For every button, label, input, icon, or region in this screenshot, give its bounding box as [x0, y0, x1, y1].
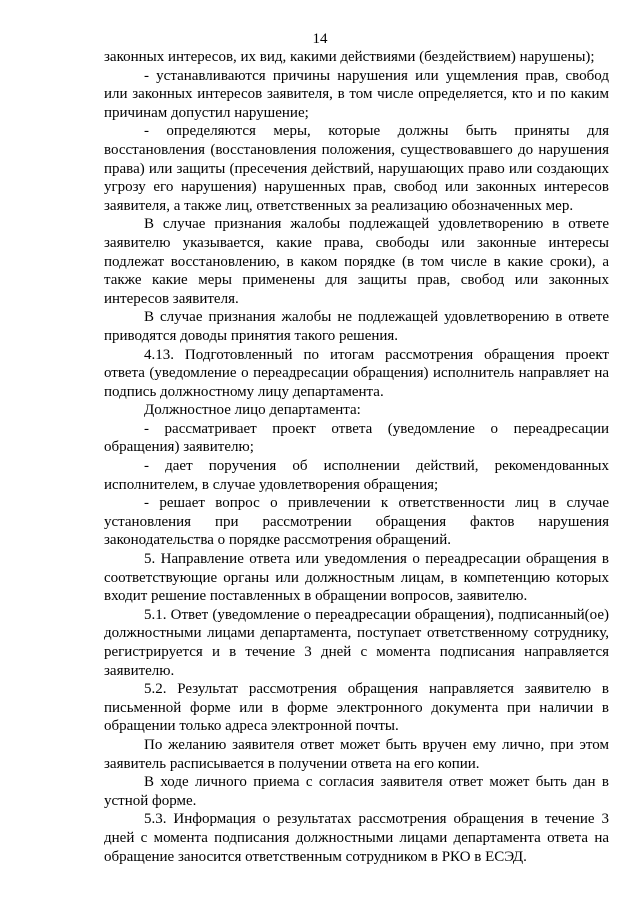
paragraph-3: - определяются меры, которые должны быть приняты для восстановления (восстановления положения, существовавшего до нарушения права) или защиты (пресечения действий, нарушающих право или создающих угрозу его нарушения) нарушенных прав, свобод или законных интересов заявителя, а также лиц, ответственных за реализацию обозначенных мер.	[104, 123, 609, 214]
paragraph-10: - решает вопрос о привлечении к ответственности лиц в случае установления при рассмотрении обращения фактов нарушения законодательства о порядке рассмотрения обращений.	[104, 495, 609, 549]
paragraph-15: В ходе личного приема с согласия заявителя ответ может быть дан в устной форме.	[104, 774, 609, 809]
paragraph-7: Должностное лицо департамента:	[144, 402, 361, 419]
paragraph-16: 5.3. Информация о результатах рассмотрения обращения в течение 3 дней с момента подписания должностными лицами департамента ответа на обращение заносится ответственным сотрудником в РКО в ЕСЭД.	[104, 811, 609, 865]
paragraph-8: - рассматривает проект ответа (уведомление о переадресации обращения) заявителю;	[104, 420, 609, 456]
page-number: 14	[312, 31, 328, 47]
paragraph-6: 4.13. Подготовленный по итогам рассмотрения обращения проект ответа (уведомление о переадресации обращения) исполнитель направляет на подпись должностному лицу департамента.	[104, 346, 609, 400]
body-text	[104, 48, 609, 866]
paragraph-1: законных интересов, их вид, какими действиями (бездействием) нарушены);	[104, 49, 595, 65]
paragraph-5: В случае признания жалобы не подлежащей удовлетворению в ответе приводятся доводы принятия такого решения.	[104, 309, 609, 344]
paragraph-4: В случае признания жалобы подлежащей удовлетворению в ответе заявителю указывается, какие права, свободы или законные интересы подлежат восстановлению, в каком порядке (в том числе в какие сроки), а также какие меры применены для защиты прав, свобод или законных интересов заявителя.	[104, 216, 609, 307]
paragraph-11: 5. Направление ответа или уведомления о переадресации обращения в соответствующие органы или должностным лицам, в компетенцию которых входит решение поставленных в обращении вопросов, заявителю.	[104, 551, 609, 605]
paragraph-14: По желанию заявителя ответ может быть вручен ему лично, при этом заявитель расписывается в получении ответа на его копии.	[104, 736, 609, 772]
paragraph-13: 5.2. Результат рассмотрения обращения направляется заявителю в письменной форме или в форме электронного документа при наличии в обращении только адреса электронной почты.	[104, 681, 609, 735]
paragraph-12: 5.1. Ответ (уведомление о переадресации обращения), подписанный(ое) должностными лицами департамента, поступает ответственному сотруднику, регистрируется и в течение 3 дней с момента подписания направляется заявителю.	[104, 606, 609, 679]
paragraph-9: - дает поручения об исполнении действий, рекомендованных исполнителем, в случае удовлетворения обращения;	[104, 458, 609, 493]
paragraph-2: - устанавливаются причины нарушения или ущемления прав, свобод или законных интересов заявителя, в том числе определяется, кто и по каким причинам допустил нарушение;	[104, 67, 609, 121]
